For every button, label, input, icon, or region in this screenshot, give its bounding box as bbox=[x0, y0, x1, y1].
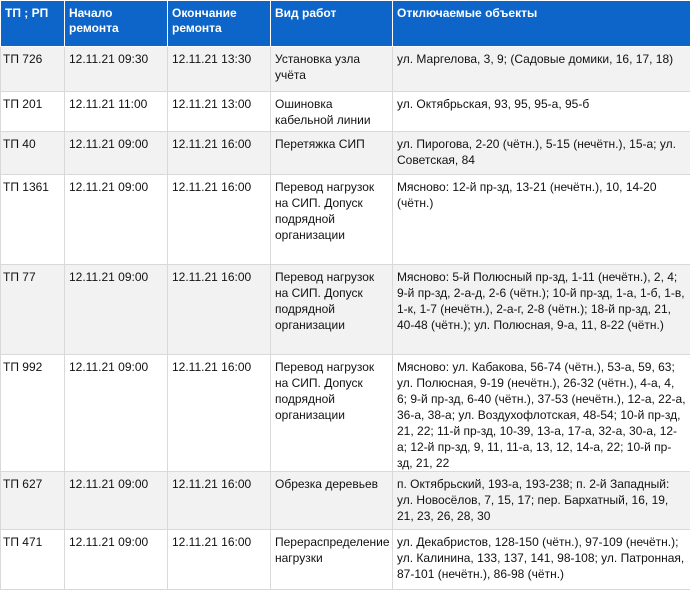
table-row bbox=[1, 530, 690, 590]
cell-tp: ТП 201 bbox=[1, 92, 65, 132]
cell-end: 12.11.21 16:00 bbox=[168, 472, 271, 530]
cell-start: 12.11.21 09:00 bbox=[65, 472, 168, 530]
cell-work: Перетяжка СИП bbox=[271, 132, 393, 175]
cell-end: 12.11.21 16:00 bbox=[168, 175, 271, 265]
cell-tp: ТП 992 bbox=[1, 355, 65, 472]
cell-tp: ТП 627 bbox=[1, 472, 65, 530]
cell-objects: ул. Октябрьская, 93, 95, 95-а, 95-б bbox=[393, 92, 690, 132]
cell-work: Перераспределение нагрузки bbox=[271, 530, 393, 590]
cell-start: 12.11.21 09:30 bbox=[65, 47, 168, 92]
cell-start: 12.11.21 09:00 bbox=[65, 132, 168, 175]
cell-start: 12.11.21 09:00 bbox=[65, 355, 168, 472]
cell-end: 12.11.21 16:00 bbox=[168, 355, 271, 472]
cell-objects: ул. Пирогова, 2-20 (чётн.), 5-15 (нечётн.), 15-а; ул. Советская, 84 bbox=[393, 132, 690, 175]
cell-start: 12.11.21 09:00 bbox=[65, 175, 168, 265]
cell-objects: ул. Декабристов, 128-150 (чётн.), 97-109 (нечётн.); ул. Калинина, 133, 137, 141, 98-108; ул. Патронная, 87-101 (нечётн.), 86-98 (чётн.) bbox=[393, 530, 690, 590]
cell-end: 12.11.21 16:00 bbox=[168, 265, 271, 355]
table-row bbox=[1, 132, 690, 175]
table-row bbox=[1, 47, 690, 92]
cell-objects: Мясново: 12-й пр-зд, 13-21 (нечётн.), 10, 14-20 (чётн.) bbox=[393, 175, 690, 265]
table-row bbox=[1, 175, 690, 265]
cell-start: 12.11.21 09:00 bbox=[65, 265, 168, 355]
cell-work: Ошиновка кабельной линии bbox=[271, 92, 393, 132]
table-row bbox=[1, 472, 690, 530]
cell-work: Установка узла учёта bbox=[271, 47, 393, 92]
header-end: Окончание ремонта bbox=[168, 1, 271, 47]
cell-end: 12.11.21 16:00 bbox=[168, 132, 271, 175]
header-tp: ТП ; РП bbox=[1, 1, 65, 47]
cell-tp: ТП 726 bbox=[1, 47, 65, 92]
cell-end: 12.11.21 13:30 bbox=[168, 47, 271, 92]
header-work: Вид работ bbox=[271, 1, 393, 47]
header-start: Начало ремонта bbox=[65, 1, 168, 47]
table-row bbox=[1, 92, 690, 132]
table-row bbox=[1, 355, 690, 472]
cell-objects: Мясново: ул. Кабакова, 56-74 (чётн.), 53-а, 59, 63; ул. Полюсная, 9-19 (нечётн.), 26-32 (чётн.), 4-а, 4, 6; 9-й пр-зд, 6-40 (чётн.), 37-53 (нечётн.), 12-а, 22-а, 36-а, 38-а; ул. Воздухофлотская, 48-54; 10-й пр-зд, 21, 22; 11-й пр-зд, 10-39, 13-а, 17-а, 32-а, 30-а, 12-а; 12-й пр-зд, 9, 11, 11-а, 13, 12, 14-а, 22; 10-й пр-зд, 21, 22 bbox=[393, 355, 690, 472]
cell-tp: ТП 471 bbox=[1, 530, 65, 590]
header-objects: Отключаемые объекты bbox=[393, 1, 690, 47]
cell-work: Перевод нагрузок на СИП. Допуск подрядной организации bbox=[271, 265, 393, 355]
cell-start: 12.11.21 11:00 bbox=[65, 92, 168, 132]
cell-tp: ТП 40 bbox=[1, 132, 65, 175]
cell-work: Перевод нагрузок на СИП. Допуск подрядной организации bbox=[271, 355, 393, 472]
cell-end: 12.11.21 16:00 bbox=[168, 530, 271, 590]
cell-objects: ул. Маргелова, 3, 9; (Садовые домики, 16, 17, 18) bbox=[393, 47, 690, 92]
cell-end: 12.11.21 13:00 bbox=[168, 92, 271, 132]
cell-tp: ТП 77 bbox=[1, 265, 65, 355]
cell-tp: ТП 1361 bbox=[1, 175, 65, 265]
cell-objects: п. Октябрьский, 193-а, 193-238; п. 2-й Западный: ул. Новосёлов, 7, 15, 17; пер. Бархатный, 16, 19, 21, 23, 26, 28, 30 bbox=[393, 472, 690, 530]
table-header-row bbox=[1, 1, 690, 47]
cell-work: Перевод нагрузок на СИП. Допуск подрядной организации bbox=[271, 175, 393, 265]
table-row bbox=[1, 265, 690, 355]
cell-work: Обрезка деревьев bbox=[271, 472, 393, 530]
cell-start: 12.11.21 09:00 bbox=[65, 530, 168, 590]
cell-objects: Мясново: 5-й Полюсный пр-зд, 1-11 (нечётн.), 2, 4; 9-й пр-зд, 2-а-д, 2-6 (чётн.); 10-й пр-зд, 1-а, 1-б, 1-в, 1-к, 1-7 (нечётн.), 2-а-г, 2-8 (чётн.); 18-й пр-зд, 21, 40-48 (чётн.); ул. Полюсная, 9-а, 11, 8-22 (чётн.) bbox=[393, 265, 690, 355]
